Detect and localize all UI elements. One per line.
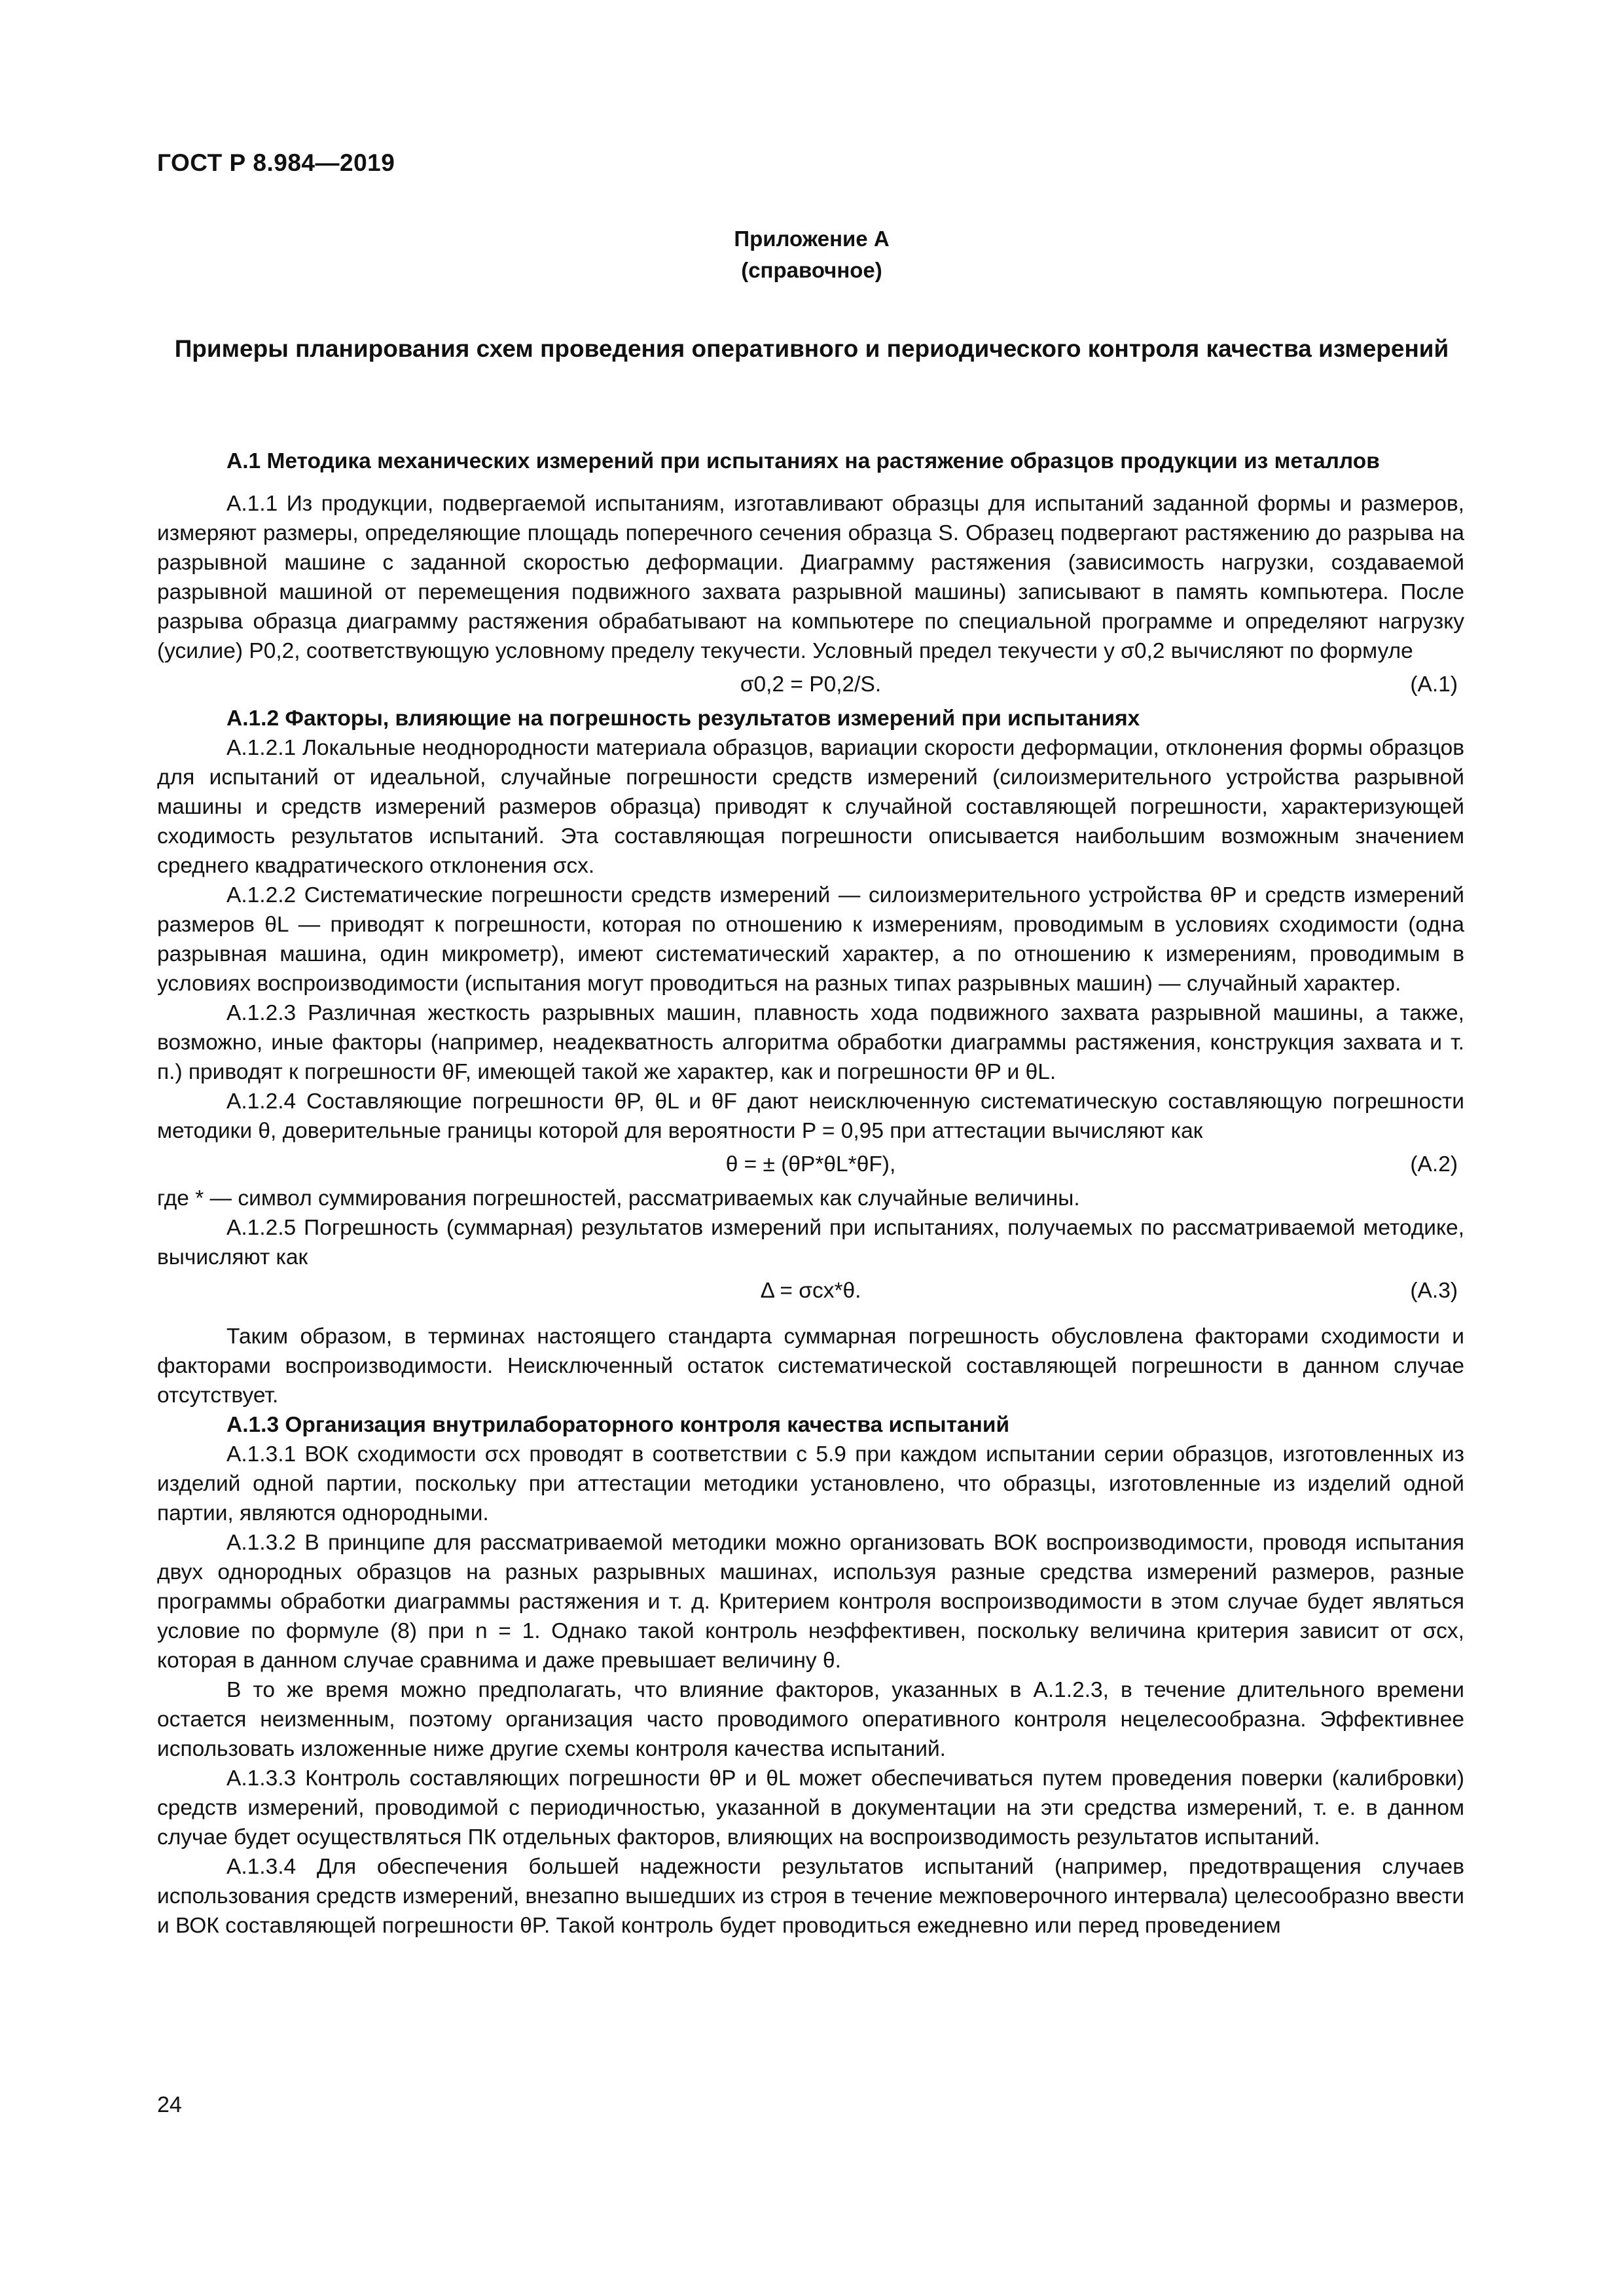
formula-a2 (157, 1146, 1464, 1184)
paragraph-a1-2-1: А.1.2.1 Локальные неоднородности материала образцов, вариации скорости деформации, отклонения формы образцов для испытаний от идеальной, случайные погрешности средств измерений (силоизмерительного устройства разрывной машины и средств измерений размеров образца) приводят к случайной составляющей погрешности, характеризующей сходимость результатов испытаний. Эта составляющая погрешности описывается наибольшим возможным значением среднего квадратического отклонения σсх. (157, 736, 1464, 878)
paragraph-a1-3-3: А.1.3.3 Контроль составляющих погрешности θP и θL может обеспечиваться путем проведения поверки (калибровки) средств измерений, проводимой с периодичностью, указанной в документации на эти средства измерений, т. е. в данном случае будет осуществляться ПК отдельных факторов, влияющих на воспроизводимость результатов испытаний. (157, 1766, 1464, 1850)
formula-a3 (157, 1272, 1464, 1310)
section-heading-a1-3: А.1.3 Организация внутрилабораторного контроля качества испытаний (226, 1413, 1010, 1437)
paragraph-a1-3-1: А.1.3.1 ВОК сходимости σсх проводят в соответствии с 5.9 при каждом испытании серии образцов, изготовленных из изделий одной партии, поскольку при аттестации методики установлено, что образцы, изготовленные из изделий одной партии, являются однородными. (157, 1442, 1464, 1525)
paragraph-a1-3-4: А.1.3.4 Для обеспечения большей надежности результатов испытаний (например, предотвращения случаев использования средств измерений, внезапно вышедших из строя в течение межповерочного интервала) целесообразно ввести и ВОК составляющей погрешности θP. Такой контроль будет проводиться ежедневно или перед проведением (157, 1855, 1464, 1938)
paragraph-a1-2-3: А.1.2.3 Различная жесткость разрывных машин, плавность хода подвижного захвата разрывной машины, а также, возможно, иные факторы (например, неадекватность алгоритма обработки диаграммы растяжения, конструкция захвата и т. п.) приводят к погрешности θF, имеющей такой же характер, как и погрешности θP и θL. (157, 1001, 1464, 1084)
paragraph-a1-2-2: А.1.2.2 Систематические погрешности средств измерений — силоизмерительного устройства θP и средств измерений размеров θL — приводят к погрешности, которая по отношению к измерениям, проводимым в условиях сходимости (одна разрывная машина, один микрометр), имеют систематический характер, а по отношению к измерениям, проводимым в условиях воспроизводимости (испытания могут проводиться на разных типах разрывных машин) — случайный характер. (157, 883, 1464, 996)
standard-code: ГОСТ Р 8.984—2019 (157, 149, 395, 176)
section-heading-a1-2: А.1.2 Факторы, влияющие на погрешность результатов измерений при испытаниях (226, 706, 1140, 731)
appendix-title: Приложение А (734, 227, 890, 251)
page-number: 24 (157, 2092, 182, 2117)
formula-a3-expression: Δ = σсх*θ. (760, 1279, 861, 1303)
formula-a1 (157, 666, 1464, 704)
section-heading-a1: А.1 Методика механических измерений при испытаниях на растяжение образцов продукции из металлов (226, 449, 1380, 473)
paragraph-a1-2-5-conclusion: Таким образом, в терминах настоящего стандарта суммарная погрешность обусловлена факторами сходимости и факторами воспроизводимости. Неисключенный остаток систематической составляющей погрешности в данном случае отсутствует. (157, 1324, 1464, 1408)
formula-a2-number: (А.2) (1410, 1152, 1458, 1176)
paragraph-a1-2-4: А.1.2.4 Составляющие погрешности θP, θL и θF дают неисключенную систематическую составляющую погрешности методики θ, доверительные границы которой для вероятности P = 0,95 при аттестации вычисляют как (157, 1089, 1464, 1143)
formula-a1-expression: σ0,2 = P0,2/S. (740, 672, 882, 697)
body-text (157, 446, 1464, 1941)
paragraph-a1-2-5: А.1.2.5 Погрешность (суммарная) результатов измерений при испытаниях, получаемых по рассматриваемой методике, вычисляют как (157, 1216, 1464, 1269)
formula-a1-number: (А.1) (1410, 672, 1458, 697)
main-title: Примеры планирования схем проведения оперативного и периодического контроля качества измерений (174, 335, 1449, 362)
appendix-kind: (справочное) (741, 258, 882, 282)
formula-a2-expression: θ = ± (θP*θL*θF), (725, 1152, 896, 1176)
paragraph-a1-3-2-continued: В то же время можно предполагать, что влияние факторов, указанных в А.1.2.3, в течение длительного времени остается неизменным, поэтому организация часто проводимого оперативного контроля нецелесообразна. Эффективнее использовать изложенные ниже другие схемы контроля качества испытаний. (157, 1678, 1464, 1761)
paragraph-a1-3-2: А.1.3.2 В принципе для рассматриваемой методики можно организовать ВОК воспроизводимости, проводя испытания двух однородных образцов на разных разрывных машинах, используя разные средства измерений размеров, разные программы обработки диаграммы растяжения и т. д. Критерием контроля воспроизводимости в этом случае будет являться условие по формуле (8) при n = 1. Однако такой контроль неэффективен, поскольку величина критерия зависит от σсх, которая в данном случае сравнима и даже превышает величину θ. (157, 1531, 1464, 1673)
paragraph-where-note: где * — символ суммирования погрешностей, рассматриваемых как случайные величины. (157, 1186, 1080, 1211)
formula-a3-number: (А.3) (1410, 1279, 1458, 1303)
paragraph-a1-1: А.1.1 Из продукции, подвергаемой испытаниям, изготавливают образцы для испытаний заданной формы и размеров, измеряют размеры, определяющие площадь поперечного сечения образца S. Образец подвергают растяжению до разрыва на разрывной машине с заданной скоростью деформации. Диаграмму растяжения (зависимость нагрузки, создаваемой разрывной машиной от перемещения подвижного захвата разрывной машины) записывают в память компьютера. После разрыва образца диаграмму растяжения обрабатывают на компьютере по специальной программе и определяют нагрузку (усилие) P0,2, соответствующую условному пределу текучести. Условный предел текучести у σ0,2 вычисляют по формуле (157, 492, 1464, 663)
